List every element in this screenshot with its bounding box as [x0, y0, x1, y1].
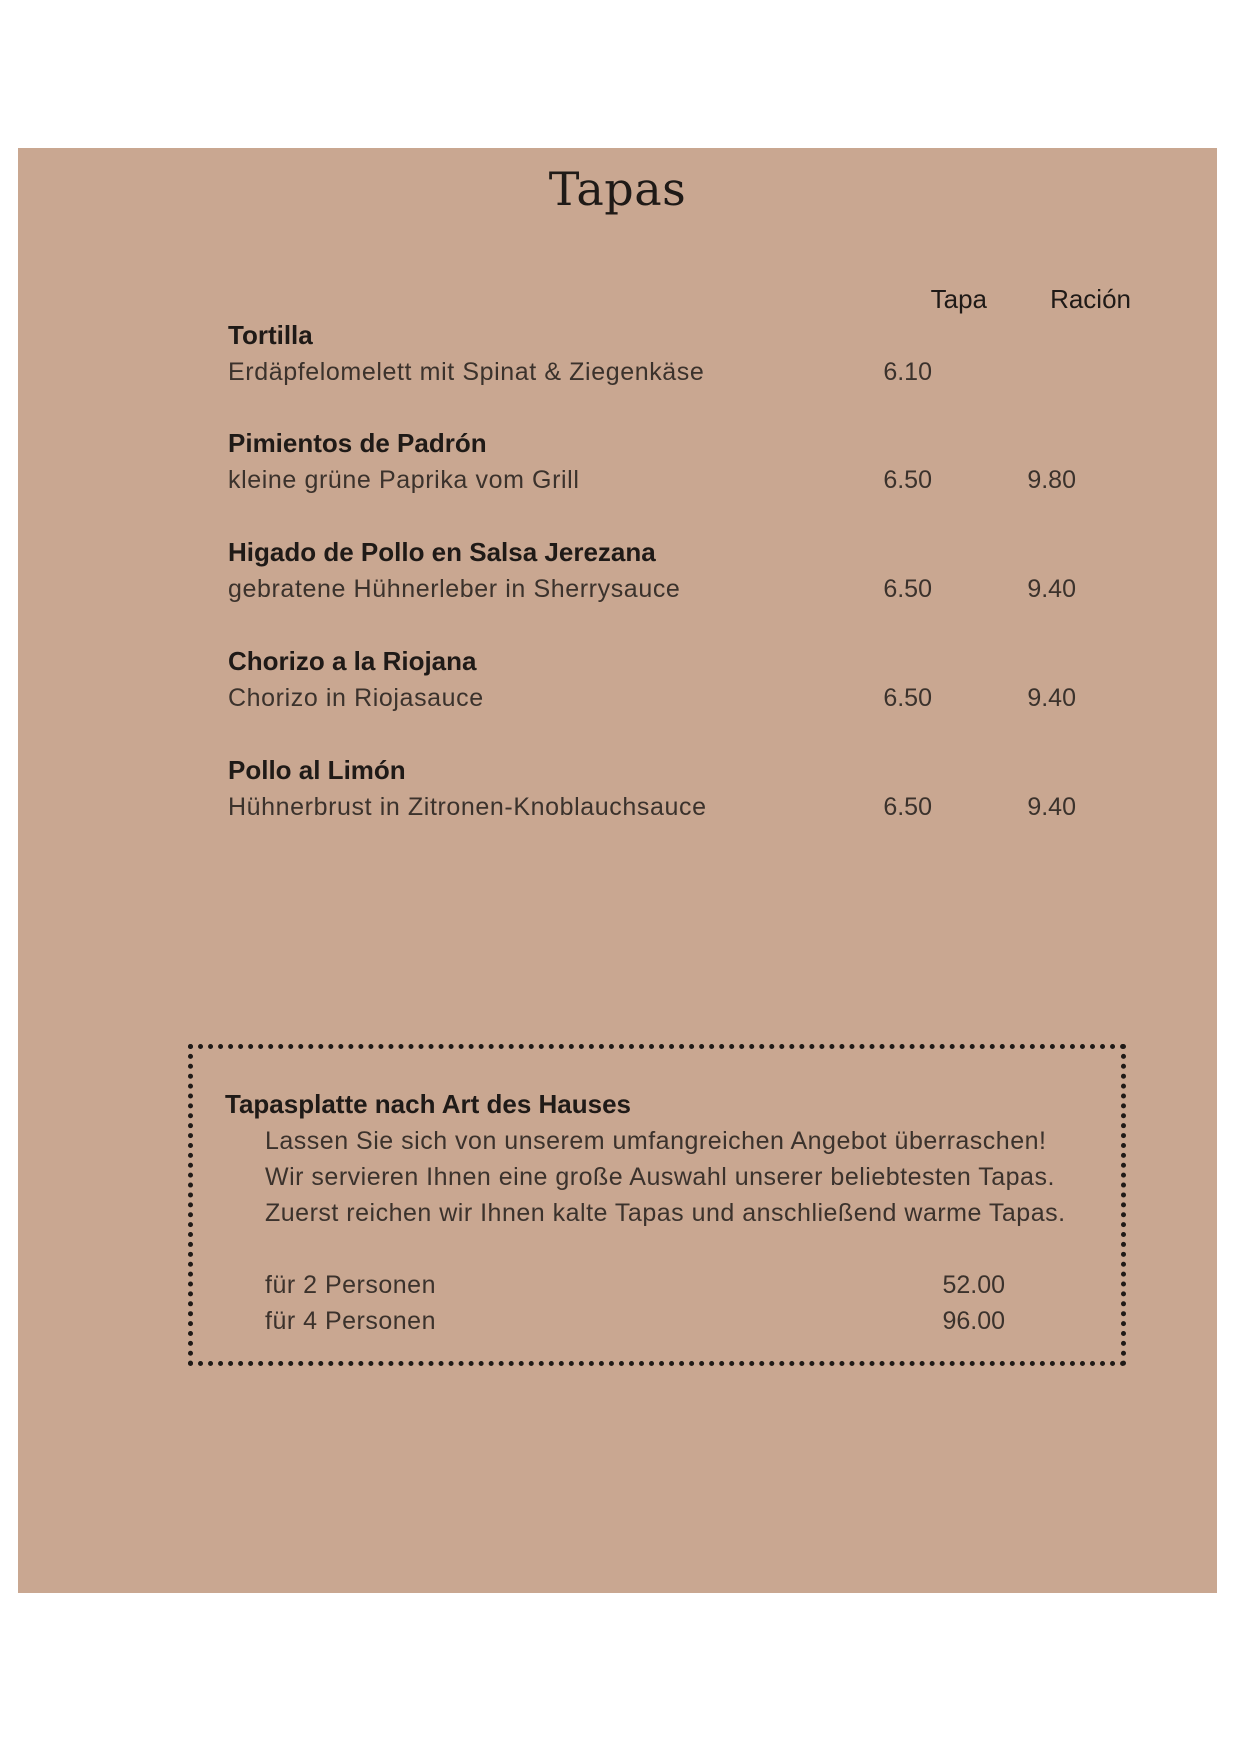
- platter-option-label: für 4 Personen: [265, 1307, 436, 1335]
- column-header-tapa: Tapa: [930, 284, 987, 314]
- menu-item-racion-price: 9.80: [1027, 466, 1076, 494]
- menu-item: [228, 755, 1148, 835]
- platter-description-line: Zuerst reichen wir Ihnen kalte Tapas und anschließend warme Tapas.: [265, 1199, 1066, 1227]
- platter-option: [265, 1271, 1005, 1303]
- menu-item-description: gebratene Hühnerleber in Sherrysauce: [228, 575, 681, 603]
- platter-option: [265, 1307, 1005, 1339]
- menu-item-racion-price: 9.40: [1027, 793, 1076, 821]
- menu-item-racion-price: 9.40: [1027, 684, 1076, 712]
- menu-item-description: kleine grüne Paprika vom Grill: [228, 466, 580, 494]
- platter-option-price: 96.00: [942, 1307, 1005, 1335]
- platter-title: Tapasplatte nach Art des Hauses: [225, 1089, 632, 1119]
- menu-item: [228, 320, 1148, 400]
- platter-description-line: Lassen Sie sich von unserem umfangreichen Angebot überraschen!: [265, 1127, 1047, 1155]
- menu-item-description: Erdäpfelomelett mit Spinat & Ziegenkäse: [228, 358, 705, 386]
- menu-item-tapa-price: 6.10: [883, 358, 932, 386]
- column-header-racion: Ración: [1050, 284, 1131, 314]
- menu-item-description: Hühnerbrust in Zitronen-Knoblauchsauce: [228, 793, 707, 821]
- menu-item: [228, 537, 1148, 617]
- menu-item-tapa-price: 6.50: [883, 684, 932, 712]
- menu-item: [228, 646, 1148, 726]
- menu-item-name: Chorizo a la Riojana: [228, 646, 477, 676]
- platter-option-price: 52.00: [942, 1271, 1005, 1299]
- menu-item-name: Pimientos de Padrón: [228, 428, 487, 458]
- menu-item-racion-price: 9.40: [1027, 575, 1076, 603]
- platter-option-label: für 2 Personen: [265, 1271, 436, 1299]
- menu-panel: [18, 148, 1217, 1593]
- page-title: Tapas: [548, 162, 687, 216]
- menu-item-name: Tortilla: [228, 320, 313, 350]
- menu-item-name: Pollo al Limón: [228, 755, 406, 785]
- menu-item-tapa-price: 6.50: [883, 575, 932, 603]
- menu-item-description: Chorizo in Riojasauce: [228, 684, 484, 712]
- menu-item-name: Higado de Pollo en Salsa Jerezana: [228, 537, 656, 567]
- menu-item-tapa-price: 6.50: [883, 793, 932, 821]
- menu-item: [228, 428, 1148, 508]
- platter-description-line: Wir servieren Ihnen eine große Auswahl unserer beliebtesten Tapas.: [265, 1163, 1055, 1191]
- platter-box: [188, 1044, 1126, 1366]
- menu-item-tapa-price: 6.50: [883, 466, 932, 494]
